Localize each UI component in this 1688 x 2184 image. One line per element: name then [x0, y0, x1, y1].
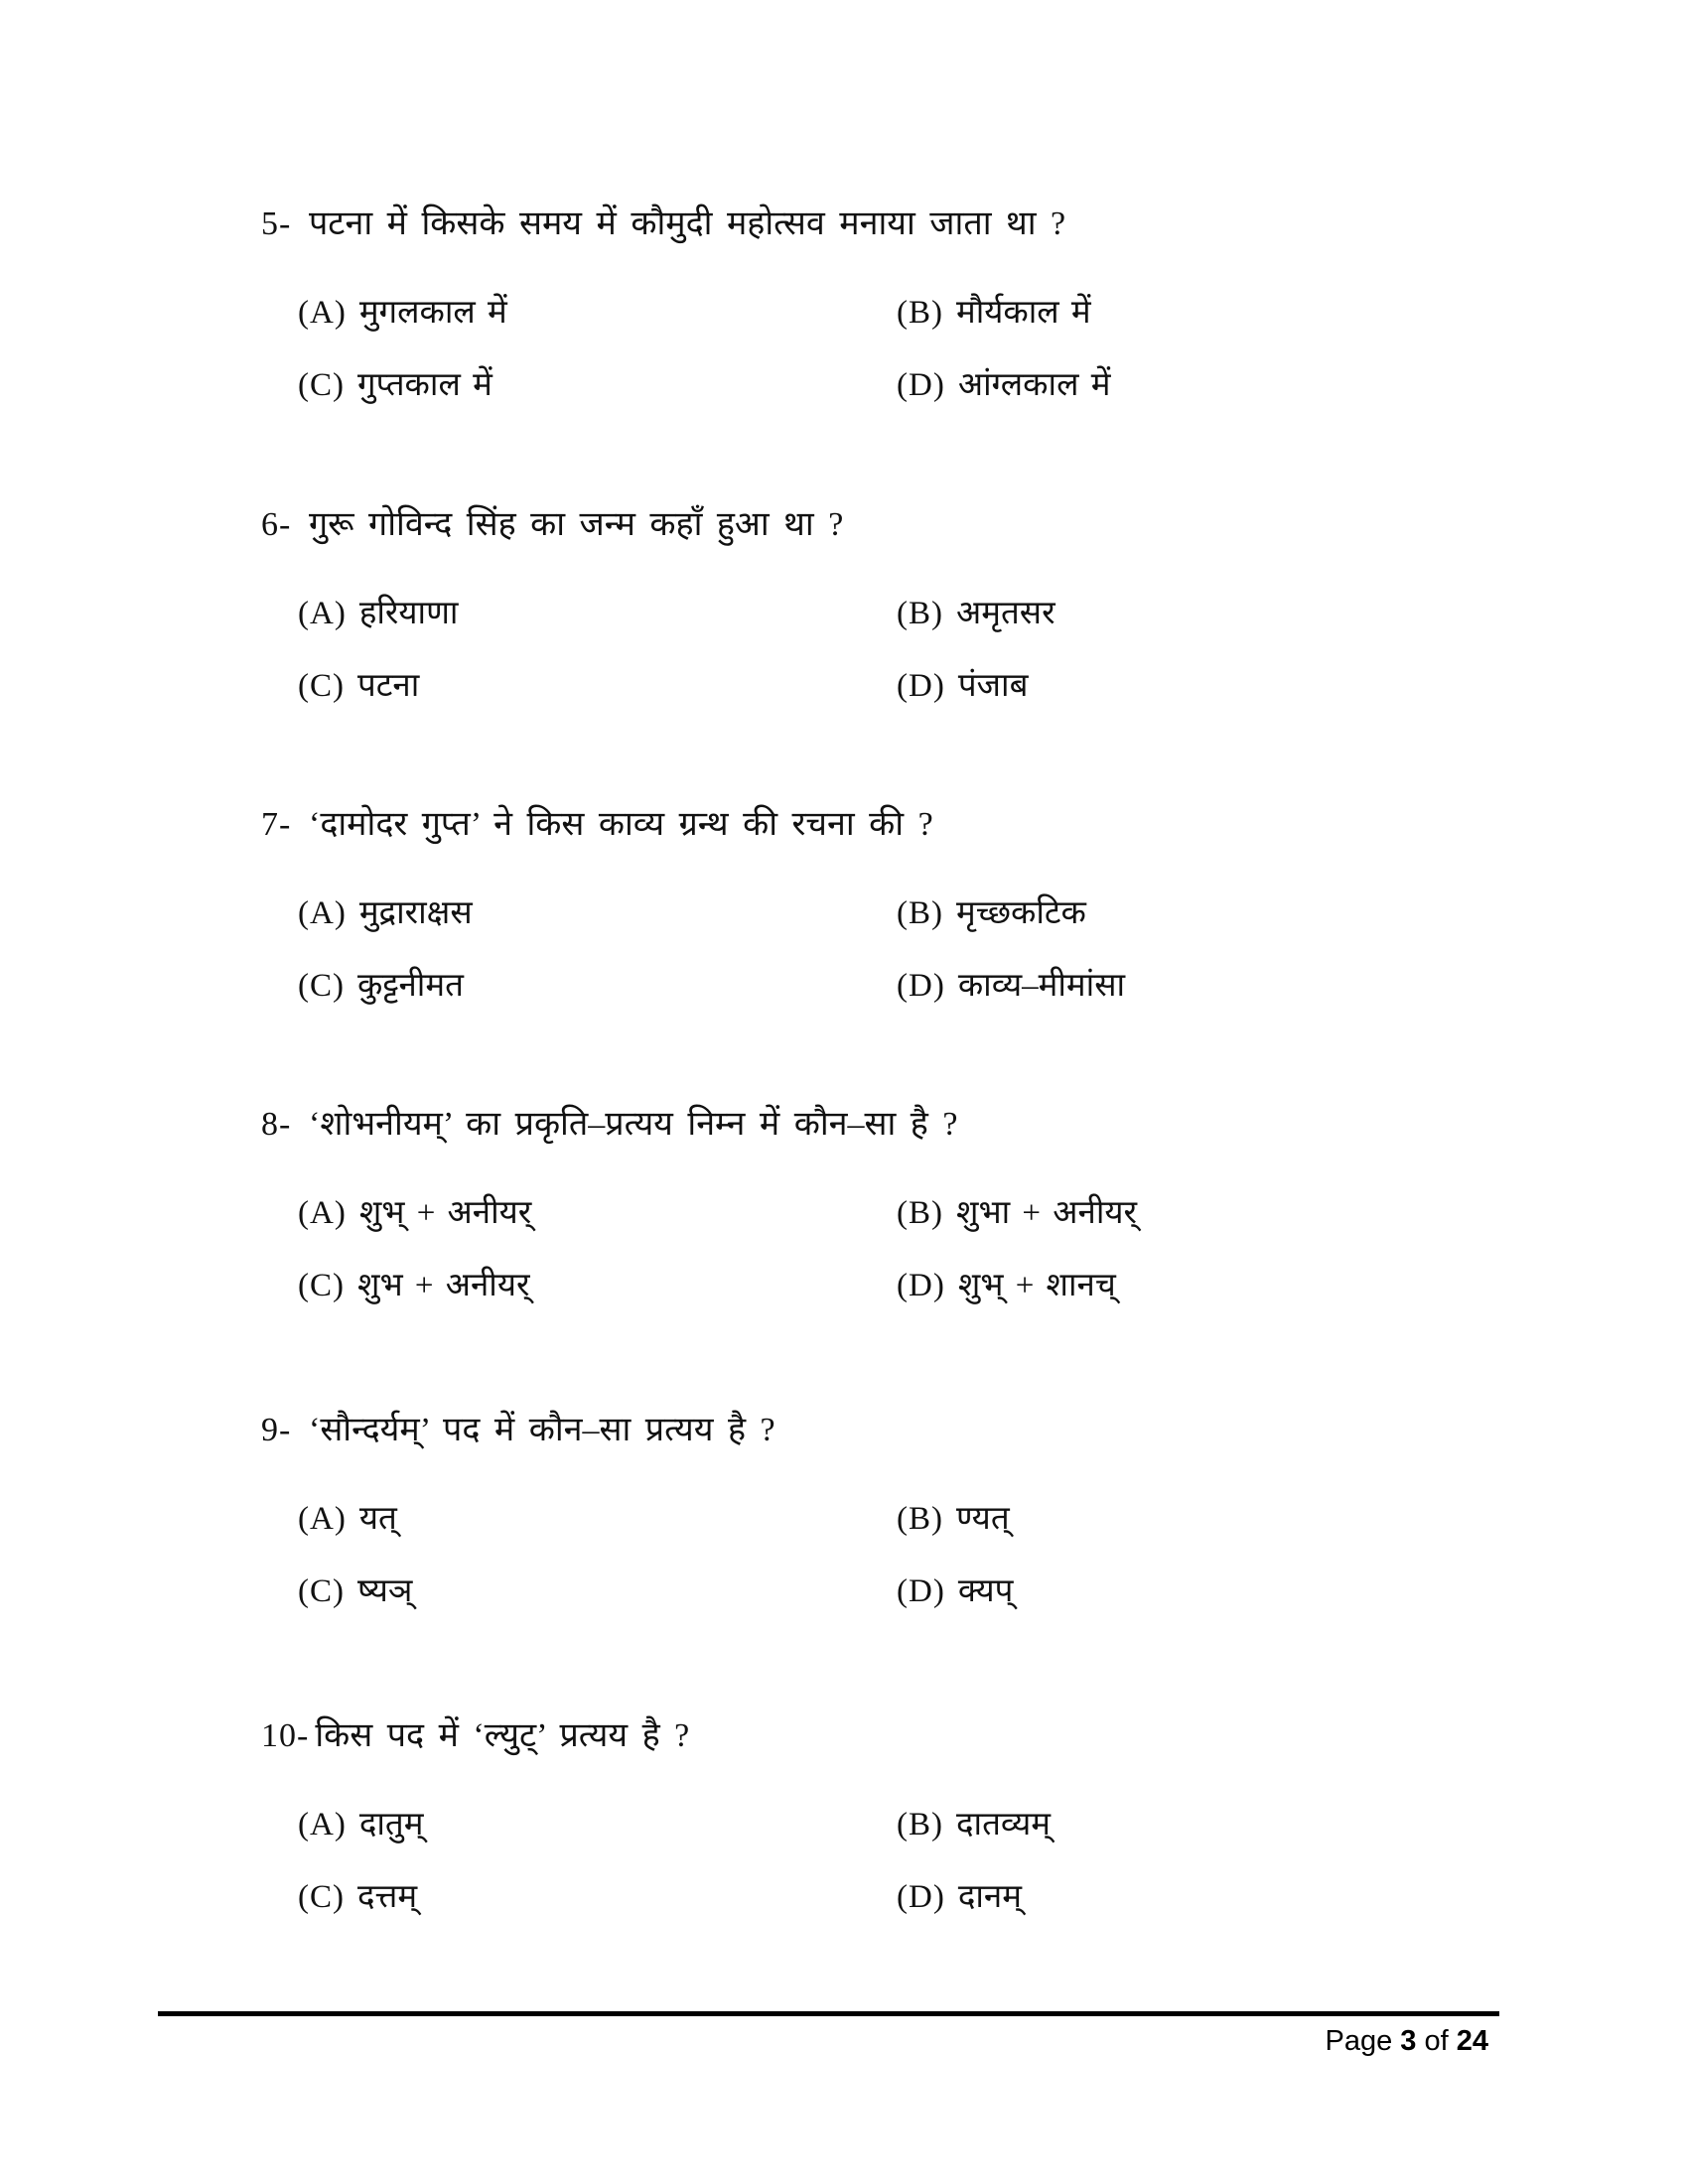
- option-label: (A): [298, 295, 347, 331]
- option-label: (C): [298, 1573, 345, 1609]
- question-number: 8-: [261, 1106, 292, 1143]
- option-c: [298, 966, 464, 1007]
- option-c: [298, 1877, 417, 1918]
- page-indicator-separator: of: [1416, 2025, 1457, 2057]
- option-label: (D): [897, 1573, 945, 1609]
- option-b: [897, 594, 1055, 634]
- question-text: ‘सौन्दर्यम्’ पद में कौन–सा प्रत्यय है ?: [309, 1412, 775, 1448]
- option-label: (C): [298, 367, 345, 403]
- option-label: (D): [897, 1879, 945, 1915]
- page-indicator: [158, 2025, 1488, 2058]
- option-d: [897, 666, 1028, 707]
- option-b: [897, 1193, 1137, 1234]
- option-a: [298, 594, 458, 634]
- question-block-8: [0, 1104, 1688, 1342]
- option-text: क्यप्: [957, 1573, 1014, 1609]
- option-a: [298, 893, 473, 934]
- question-line: [261, 504, 843, 547]
- question-block-5: [0, 204, 1688, 442]
- question-line: [261, 1410, 775, 1452]
- option-b: [897, 1805, 1051, 1845]
- question-text: ‘शोभनीयम्’ का प्रकृति–प्रत्यय निम्न में कौन–सा है ?: [309, 1106, 958, 1143]
- option-c: [298, 1571, 412, 1612]
- option-text: मौर्यकाल में: [956, 295, 1091, 331]
- option-text: यत्: [358, 1501, 397, 1537]
- option-text: शुभ + अनीयर्: [357, 1268, 530, 1303]
- option-c: [298, 365, 492, 406]
- option-text: शुभा + अनीयर्: [956, 1195, 1138, 1231]
- question-text: पटना में किसके समय में कौमुदी महोत्सव मनाया जाता था ?: [309, 205, 1066, 242]
- option-text: शुभ् + शानच्: [957, 1268, 1116, 1303]
- option-a: [298, 1499, 397, 1540]
- total-pages: 24: [1456, 2025, 1488, 2057]
- question-line: [261, 1715, 689, 1758]
- option-d: [897, 365, 1110, 406]
- page-number: 3: [1400, 2025, 1417, 2057]
- question-number: 7-: [261, 806, 292, 843]
- option-a: [298, 293, 507, 334]
- option-label: (C): [298, 668, 345, 704]
- option-d: [897, 1877, 1022, 1918]
- option-label: (D): [897, 1268, 945, 1303]
- option-label: (B): [897, 1195, 943, 1231]
- option-d: [897, 966, 1125, 1007]
- option-text: दातव्यम्: [956, 1807, 1052, 1843]
- option-text: काव्य–मीमांसा: [957, 968, 1126, 1004]
- option-text: कुट्टनीमत: [357, 968, 464, 1004]
- question-block-6: [0, 504, 1688, 743]
- question-block-9: [0, 1410, 1688, 1648]
- option-a: [298, 1193, 531, 1234]
- question-number: 6-: [261, 506, 292, 543]
- option-label: (C): [298, 1879, 345, 1915]
- option-text: गुप्तकाल में: [357, 367, 492, 403]
- option-label: (C): [298, 1268, 345, 1303]
- option-label: (A): [298, 895, 347, 931]
- question-number: 9-: [261, 1412, 292, 1448]
- option-label: (B): [897, 1501, 943, 1537]
- option-label: (C): [298, 968, 345, 1004]
- option-b: [897, 293, 1091, 334]
- question-number: 5-: [261, 205, 292, 242]
- option-d: [897, 1571, 1013, 1612]
- option-b: [897, 1499, 1010, 1540]
- option-label: (B): [897, 596, 943, 631]
- option-label: (A): [298, 596, 347, 631]
- page-indicator-prefix: Page: [1325, 2025, 1401, 2057]
- option-d: [897, 1266, 1116, 1306]
- option-text: ष्यञ्: [357, 1573, 413, 1609]
- question-number: 10-: [261, 1717, 310, 1754]
- option-label: (B): [897, 295, 943, 331]
- question-line: [261, 804, 933, 847]
- question-text: किस पद में ‘ल्युट्’ प्रत्यय है ?: [315, 1717, 690, 1754]
- option-label: (A): [298, 1195, 347, 1231]
- option-label: (A): [298, 1807, 347, 1843]
- option-text: शुभ् + अनीयर्: [358, 1195, 532, 1231]
- option-text: आंग्लकाल में: [957, 367, 1111, 403]
- question-text: गुरू गोविन्द सिंह का जन्म कहाँ हुआ था ?: [309, 506, 844, 543]
- footer-divider: [158, 2011, 1499, 2016]
- option-text: दानम्: [957, 1879, 1022, 1915]
- option-label: (D): [897, 367, 945, 403]
- question-line: [261, 204, 1065, 246]
- option-a: [298, 1805, 423, 1845]
- option-text: हरियाणा: [358, 596, 459, 631]
- option-text: अमृतसर: [956, 596, 1055, 631]
- question-block-10: [0, 1715, 1688, 1954]
- option-text: पटना: [357, 668, 420, 704]
- option-c: [298, 1266, 529, 1306]
- option-label: (B): [897, 895, 943, 931]
- option-c: [298, 666, 419, 707]
- option-text: दातुम्: [358, 1807, 424, 1843]
- option-text: मृच्छकटिक: [956, 895, 1086, 931]
- option-text: मुगलकाल में: [358, 295, 507, 331]
- option-label: (D): [897, 968, 945, 1004]
- option-b: [897, 893, 1086, 934]
- option-label: (A): [298, 1501, 347, 1537]
- option-label: (D): [897, 668, 945, 704]
- option-text: पंजाब: [957, 668, 1029, 704]
- question-text: ‘दामोदर गुप्त’ ने किस काव्य ग्रन्थ की रचना की ?: [309, 806, 933, 843]
- option-text: ण्यत्: [956, 1501, 1010, 1537]
- question-block-7: [0, 804, 1688, 1042]
- option-text: दत्तम्: [357, 1879, 418, 1915]
- question-line: [261, 1104, 957, 1147]
- option-text: मुद्राराक्षस: [358, 895, 473, 931]
- option-label: (B): [897, 1807, 943, 1843]
